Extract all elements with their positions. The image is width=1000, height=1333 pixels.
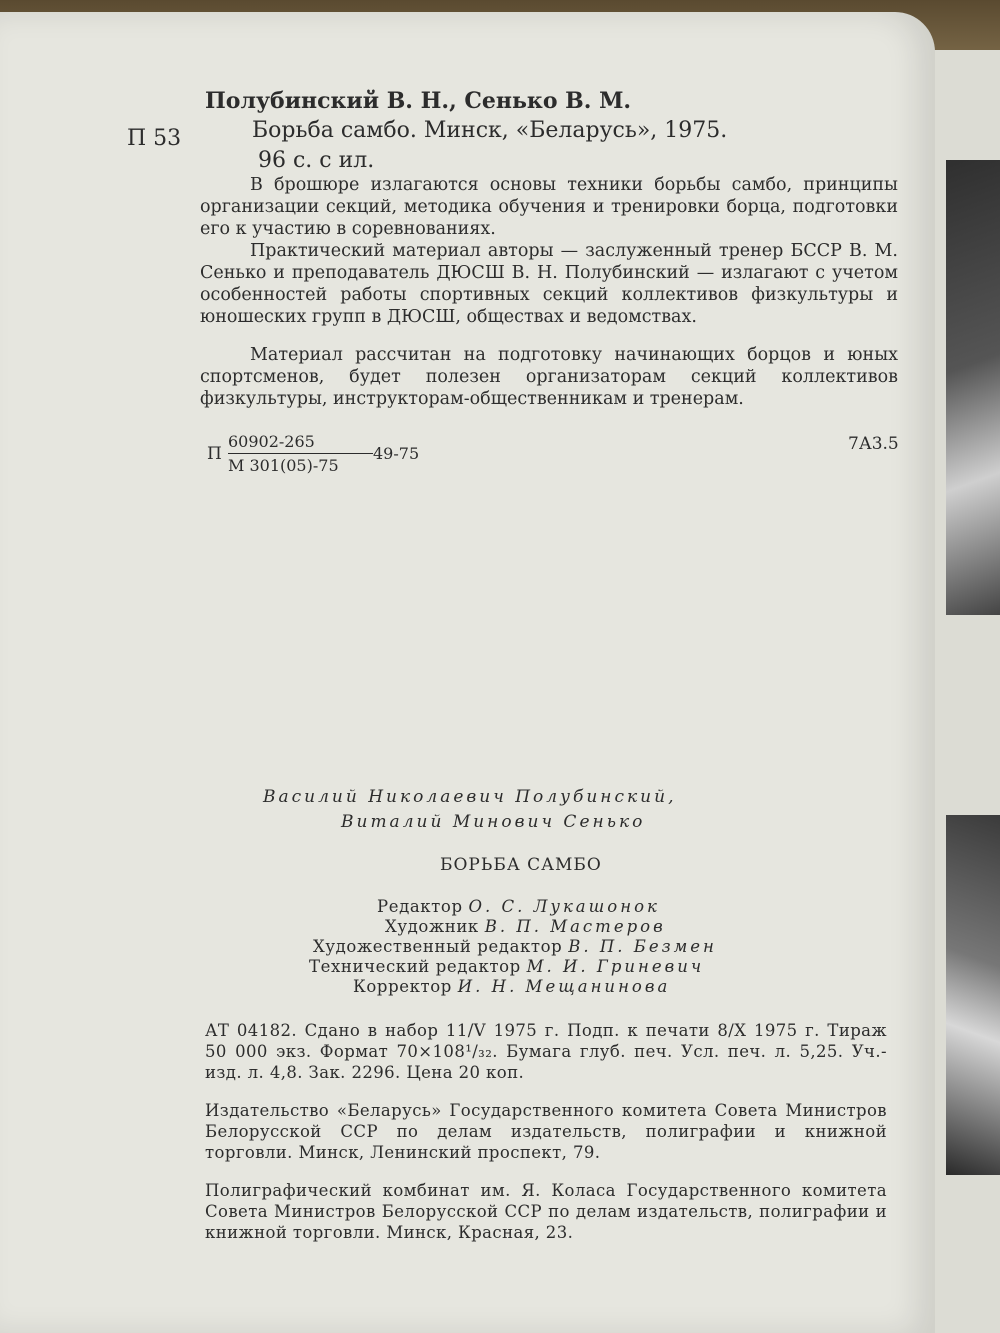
fraction-line: [228, 453, 373, 454]
credit-name: В. П. Безмен: [568, 937, 717, 956]
formula-denominator: М 301(05)-75: [228, 456, 339, 475]
call-number: П 53: [127, 126, 182, 151]
abstract-paragraph: Материал рассчитан на подготовку начинающих борцов и юных спортсменов, будет полезен организаторам секций коллективов физкультуры, инструкторам-общественникам и тренерам.: [200, 345, 898, 409]
adjacent-page-photo-top: [946, 160, 1000, 615]
credit-role: Корректор: [353, 977, 452, 996]
formula-suffix: 49-75: [373, 444, 420, 463]
adjacent-page-photo-bottom: [946, 815, 1000, 1175]
abstract-paragraph: Практический материал авторы — заслуженный тренер БССР В. М. Сенько и преподаватель ДЮСШ В. Н. Полубинский — излагают с учетом особенностей работы спортивных секций коллективов физкультуры и юношеских групп в ДЮСШ, обществах и ведомствах.: [200, 241, 898, 327]
abstract-paragraph: В брошюре излагаются основы техники борьбы самбо, принципы организации секций, методика обучения и тренировки борца, подготовки его к участию в соревнованиях.: [200, 175, 898, 239]
catalog-authors: Полубинский В. Н., Сенько В. М.: [205, 88, 632, 114]
credit-name: И. Н. Мещанинова: [457, 977, 671, 996]
credit-line: [353, 977, 670, 996]
formula-prefix: П: [207, 444, 222, 464]
print-details: АТ 04182. Сдано в набор 11/V 1975 г. Подп. к печати 8/X 1975 г. Тираж 50 000 экз. Формат 70×108¹/₃₂. Бумага глуб. печ. Усл. печ. л. 5,25. Уч.-изд. л. 4,8. Зак. 2296. Цена 20 коп.: [205, 1021, 887, 1082]
credit-line: [309, 957, 704, 976]
bbk-code: 7А3.5: [848, 434, 899, 454]
full-author-name: Василий Николаевич Полубинский,: [263, 787, 677, 807]
credit-line: [313, 937, 717, 956]
credit-line: [377, 897, 660, 916]
credit-role: Художник: [385, 917, 479, 936]
publisher-info: Издательство «Беларусь» Государственного комитета Совета Министров Белорусской ССР по делам издательств, полиграфии и книжной торговли. Минск, Ленинский проспект, 79.: [205, 1101, 887, 1162]
publication-index-formula: [207, 432, 437, 478]
credit-role: Технический редактор: [309, 957, 521, 976]
book-title: БОРЬБА САМБО: [440, 855, 602, 875]
catalog-pages-line: 96 с. с ил.: [258, 148, 375, 173]
formula-numerator: 60902-265: [228, 432, 315, 451]
credit-name: М. И. Гриневич: [526, 957, 705, 976]
full-author-name: Виталий Минович Сенько: [341, 812, 646, 832]
printer-info: Полиграфический комбинат им. Я. Коласа Государственного комитета Совета Министров Белорусской ССР по делам издательств, полиграфии и книжной торговли. Минск, Красная, 23.: [205, 1181, 887, 1242]
credit-line: [385, 917, 666, 936]
credit-name: О. С. Лукашонок: [468, 897, 660, 916]
credit-role: Художественный редактор: [313, 937, 563, 956]
catalog-title-line: Борьба самбо. Минск, «Беларусь», 1975.: [252, 118, 728, 143]
credit-role: Редактор: [377, 897, 463, 916]
credit-name: В. П. Мастеров: [484, 917, 666, 936]
